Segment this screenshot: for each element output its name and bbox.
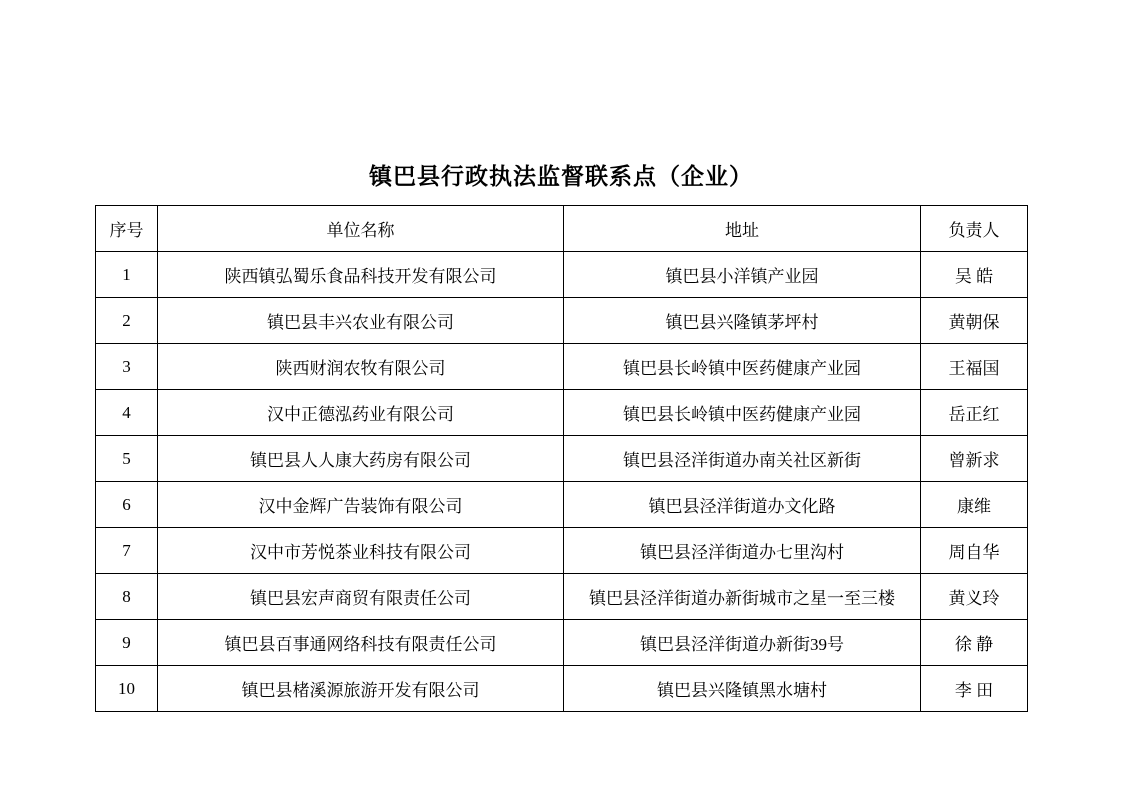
cell-index: 2 <box>96 298 158 344</box>
table-row <box>96 574 1028 620</box>
table-header-row <box>96 206 1028 252</box>
cell-person-in-charge: 曾新求 <box>921 436 1028 482</box>
cell-index: 6 <box>96 482 158 528</box>
contact-points-table-wrapper <box>95 205 1027 712</box>
cell-person-in-charge: 王福国 <box>921 344 1028 390</box>
cell-index: 4 <box>96 390 158 436</box>
cell-person-in-charge: 吴 皓 <box>921 252 1028 298</box>
cell-unit-name: 汉中正德泓药业有限公司 <box>158 390 564 436</box>
cell-person-in-charge: 周自华 <box>921 528 1028 574</box>
table-row <box>96 436 1028 482</box>
table-row <box>96 528 1028 574</box>
cell-address: 镇巴县泾洋街道办新街城市之星一至三楼 <box>564 574 921 620</box>
cell-person-in-charge: 徐 静 <box>921 620 1028 666</box>
cell-index: 1 <box>96 252 158 298</box>
cell-unit-name: 陕西镇弘蜀乐食品科技开发有限公司 <box>158 252 564 298</box>
cell-address: 镇巴县长岭镇中医药健康产业园 <box>564 390 921 436</box>
cell-unit-name: 镇巴县百事通网络科技有限责任公司 <box>158 620 564 666</box>
column-header-unit-name: 单位名称 <box>158 206 564 252</box>
column-header-index: 序号 <box>96 206 158 252</box>
table-row <box>96 620 1028 666</box>
cell-unit-name: 镇巴县人人康大药房有限公司 <box>158 436 564 482</box>
table-row <box>96 390 1028 436</box>
cell-person-in-charge: 黄朝保 <box>921 298 1028 344</box>
cell-index: 7 <box>96 528 158 574</box>
cell-address: 镇巴县泾洋街道办文化路 <box>564 482 921 528</box>
table-row <box>96 344 1028 390</box>
cell-address: 镇巴县泾洋街道办新街39号 <box>564 620 921 666</box>
cell-index: 8 <box>96 574 158 620</box>
cell-address: 镇巴县兴隆镇黑水塘村 <box>564 666 921 712</box>
cell-unit-name: 镇巴县楮溪源旅游开发有限公司 <box>158 666 564 712</box>
cell-person-in-charge: 李 田 <box>921 666 1028 712</box>
cell-person-in-charge: 岳正红 <box>921 390 1028 436</box>
cell-index: 9 <box>96 620 158 666</box>
table-row <box>96 252 1028 298</box>
cell-index: 3 <box>96 344 158 390</box>
cell-index: 10 <box>96 666 158 712</box>
cell-unit-name: 镇巴县丰兴农业有限公司 <box>158 298 564 344</box>
table-row <box>96 666 1028 712</box>
cell-person-in-charge: 康维 <box>921 482 1028 528</box>
table-body <box>96 252 1028 712</box>
cell-address: 镇巴县小洋镇产业园 <box>564 252 921 298</box>
cell-unit-name: 陕西财润农牧有限公司 <box>158 344 564 390</box>
cell-address: 镇巴县泾洋街道办七里沟村 <box>564 528 921 574</box>
cell-address: 镇巴县长岭镇中医药健康产业园 <box>564 344 921 390</box>
page-title: 镇巴县行政执法监督联系点（企业） <box>369 163 753 189</box>
contact-points-table <box>95 205 1028 712</box>
table-row <box>96 298 1028 344</box>
table-row <box>96 482 1028 528</box>
column-header-person-in-charge: 负责人 <box>921 206 1028 252</box>
table-header <box>96 206 1028 252</box>
column-header-address: 地址 <box>564 206 921 252</box>
cell-unit-name: 镇巴县宏声商贸有限责任公司 <box>158 574 564 620</box>
cell-address: 镇巴县兴隆镇茅坪村 <box>564 298 921 344</box>
cell-unit-name: 汉中市芳悦茶业科技有限公司 <box>158 528 564 574</box>
cell-address: 镇巴县泾洋街道办南关社区新街 <box>564 436 921 482</box>
cell-person-in-charge: 黄义玲 <box>921 574 1028 620</box>
cell-unit-name: 汉中金辉广告装饰有限公司 <box>158 482 564 528</box>
cell-index: 5 <box>96 436 158 482</box>
